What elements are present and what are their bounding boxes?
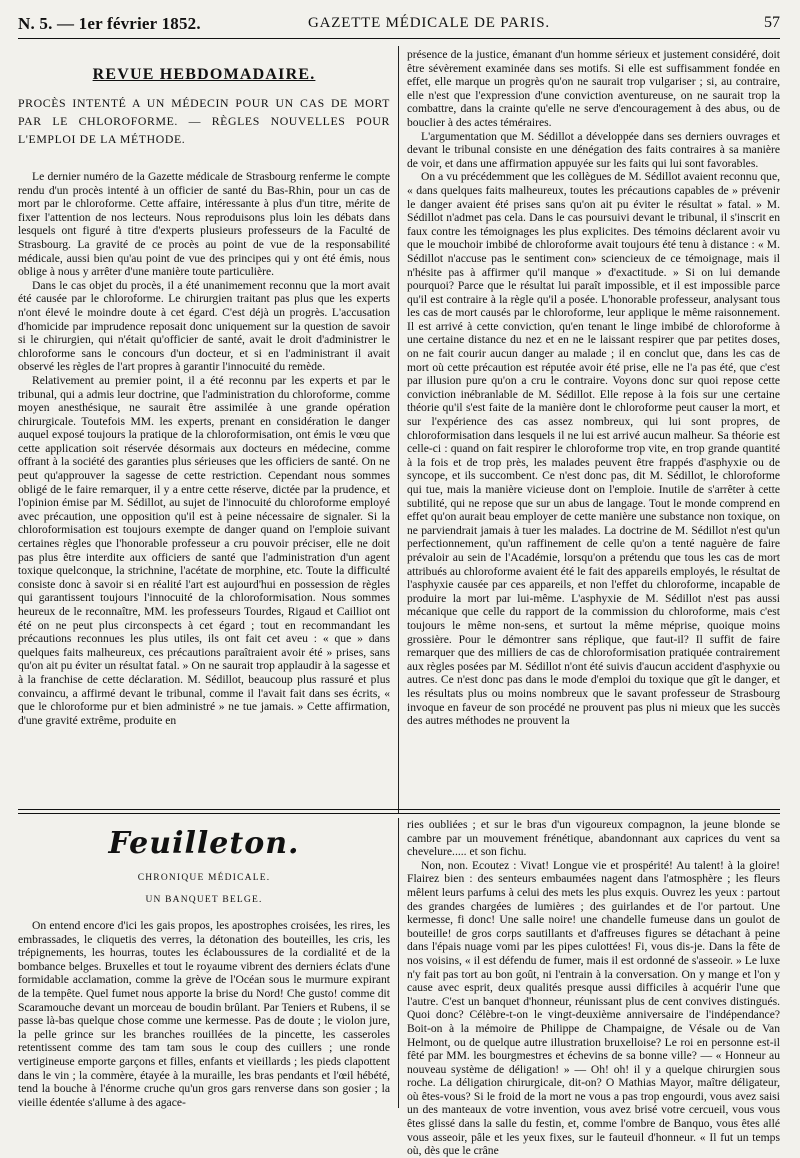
column-divider-lower bbox=[398, 818, 399, 1108]
paragraph: On a vu précédemment que les collègues de M. Sédillot avaient reconnu que, « dans quelques faits malheureux, toutes les précautions capables de » prévenir le danger avaient été prises sans qu'on ait pu éviter le résultat » fatal. » M. Sédillot n'admet pas cela. Dans le cas poursuivi devant le tribunal, il s'inscrit en faux contre les témoignages les plus explicites. Des témoins déclarent avoir vu que le mouchoir imbibé de chloroforme avait toujours été tenu à distance : « M. Sédillot n'accuse pas le sentiment con» sciencieux de ce témoignage, mais il n'hésite pas à affirmer qu'il manque » d'exactitude. » Si on lui demande pourquoi? Parce que le résultat lui paraît impossible, et il est impossible parce qu'il est contraire à la règle qu'il a posée. L'honorable professeur, analysant tous les cas de mort causés par le chloroforme, leur applique le même raisonnement. Il est arrivé à cette conviction, qu'en tenant le linge imbibé de chloroforme à une certaine distance du nez et en ne le laissant respirer que par petites doses, on ne fait courir aucun danger au malade ; il en conclut que, dans les cas de mort où cette précaution est réputée avoir été prise, elle ne l'a pas été, que c'est par illusion pure qu'on a cru le contraire. Voyons donc sur quoi repose cette conviction inébranlable de M. Sédillot. Elle repose à la fois sur une certaine théorie qu'il s'est faite de la manière dont le chloroforme peut causer la mort, et sur l'expérience des cas assez nombreux, qui lui sont propres, de chloroformisation dans lesquels il ne lui est arrivé aucun malheur. Sa théorie est celle-ci : quand on fait respirer le chloroforme trop vite, en trop grande quantité à la fois et de trop près, les malades peuvent être frappés d'asphyxie ou de syncope, et ils succombent. Ce n'est donc pas, dit M. Sédillot, le chloroforme qui tue, mais la manière vicieuse dont on l'emploie. Inutile de s'arrêter à cette subtilité, qui ne repose que sur un abus de langage. Tout le monde comprend en effet qu'on aurait beau employer de cette manière une substance non toxique, on ne parviendrait jamais à tuer les malades. La doctrine de M. Sédillot n'est qu'un perfectionnement, qu'un raffinement de celle qu'on a tenté naguère de faire prévaloir au sein de l'Académie, lorsqu'on a prétendu que tous les cas de mort attribués au chloroforme avaient été le fait des appareils employés, le résultat de l'asphyxie causée par ces appareils, et non l'effet du chloroforme, incapable de produire la mort par lui-même. L'asphyxie de M. Sédillot n'est pas aussi mécanique que celle du rapport de la commission du chloroforme, mais c'est toujours le même non-sens, et surtout la même méprise, quoique moins grossière. Pour le démontrer sans réplique, que faut-il? Il suffit de faire remarquer que des milliers de cas de chloroformisation pratiquée contrairement aux règles posées par M. Sédillot n'ont été suivis d'aucun accident d'asphyxie ou autres. Ce n'est donc pas dans le mode d'emploi du toxique que gît le danger, et les résultats plus ou moins nombreux que le savant professeur de Strasbourg invoque en faveur de son procédé ne prouvent pas plus ni mieux que les succès des autres méthodes ne prouvent la bbox=[407, 170, 780, 728]
feuilleton-rule bbox=[18, 809, 780, 810]
banquet-heading: UN BANQUET BELGE. bbox=[145, 895, 263, 905]
feuilleton-column-2 bbox=[407, 818, 780, 1158]
column-divider bbox=[398, 46, 399, 814]
revue-title: REVUE HEBDOMADAIRE. bbox=[92, 66, 316, 83]
paragraph: Dans le cas objet du procès, il a été unanimement reconnu que la mort avait été causée par le chloroforme. Le chirurgien traitant pas plus que les experts n'ont élevé le moindre doute à cet égard. C'est déjà un progrès. L'accusation d'homicide par imprudence reposait donc uniquement sur la question de savoir si le chirurgien, qui n'était qu'officier de santé, avait le droit d'administrer le chloroforme sans le concours d'un docteur, et si en l'administrant il avait observé les règles de l'art propres à garantir l'innocuité du remède. bbox=[18, 278, 390, 374]
revue-subtitle: PROCÈS INTENTÉ A UN MÉDECIN POUR UN CAS DE MORT PAR LE CHLOROFORME. — RÈGLES NOUVELLES POUR L'EMPLOI DE LA MÉTHODE. bbox=[18, 96, 390, 146]
feuilleton-title: Feuilleton. bbox=[108, 826, 300, 861]
issue-date: N. 5. — 1er février 1852. bbox=[18, 14, 201, 33]
paragraph: Relativement au premier point, il a été reconnu par les experts et par le tribunal, qui a admis leur doctrine, que l'administration du chloroforme, comme moyen anesthésique, ne saurait être assimilée à une grande opération chirurgicale. Toutefois MM. les experts, prenant en considération le danger auquel exposé toujours la pratique de la chloroformisation, ont émis le vœu que cette application soit réservée désormais aux docteurs en médecine, comme offrant à la société des garanties plus sérieuses que les officiers de santé. On ne peut qu'approuver la sagesse de cette restriction. Cependant nous sommes obligé de le faire remarquer, il y a entre cette réserve, dictée par la prudence, et l'opinion émise par M. Sédillot, au sujet de l'innocuité du chloroforme employé avec précaution, une opposition qu'il est à peine nécessaire de signaler. Si la chloroformisation est toujours exempte de danger quand on l'emploie suivant certaines règles que l'honorable professeur a cru pouvoir préciser, elle ne doit pas plus être interdite aux officiers de santé que l'administration d'un agent toxique quelconque, la strichnine, l'acétate de morphine, etc. Toute la difficulté consiste donc à savoir si en réalité l'art est aujourd'hui en possession de règles qui garantissent toujours l'innocuité de la chloroformisation. Nous sommes heureux de le reconnaître, MM. les professeurs Tourdes, Rigaud et Cailliot ont été on ne peut plus circonspects à cet égard ; tout en recommandant les précautions reconnues les plus utiles, ils ont fait cet aveu : « que » dans quelques faits malheureux, ces précautions paraîtraient avoir été » prises, sans qu'on ait pu éviter un résultat fatal. » On ne saurait trop applaudir à la sagesse et à la franchise de cette déclaration. M. Sédillot, beaucoup plus rassuré et plus convaincu, a affirmé devant le tribunal, comme il l'avait fait dans ses écrits, « que le chloroforme pur et bien administré » ne tue jamais. » Cette affirmation, d'une gravité extrême, produite en bbox=[18, 373, 390, 727]
paragraph: L'argumentation que M. Sédillot a développée dans ses derniers ouvrages et devant le tribunal consiste en une dénégation des faits contraires à sa manière de voir, et dans une affirmation appuyée sur les faits qui lui sont favorables. bbox=[407, 129, 780, 170]
column-2 bbox=[407, 48, 780, 804]
feuilleton-column-1 bbox=[18, 818, 390, 1108]
paragraph: Le dernier numéro de la Gazette médicale de Strasbourg renferme le compte rendu d'un procès intenté à un officier de santé du Bas-Rhin, pour un cas de mort par le chloroforme. Cette affaire, intéressante à plus d'un titre, mérite de fixer l'attention de nos lecteurs. Nous reproduisons plus loin les débats dans lesquels ont figuré à titre d'experts plusieurs professeurs de la Faculté de Strasbourg. La gravité de ce procès au point de vue de la responsabilité médicale, aussi bien qu'au point de vue des principes qui y ont été émis, nous oblige à nous y arrêter d'une manière toute particulière. bbox=[18, 170, 390, 279]
journal-title: GAZETTE MÉDICALE DE PARIS. bbox=[308, 15, 550, 31]
page-number: 57 bbox=[764, 14, 780, 31]
chronique-heading: CHRONIQUE MÉDICALE. bbox=[137, 873, 271, 883]
paragraph: Non, non. Ecoutez : Vivat! Longue vie et prospérité! Au talent! à la gloire! Flairez bien : des senteurs embaumées nagent dans l'atmosphère ; les fleurs mêlent leurs parfums à celui des mets les plus exquis. Ouvrez les yeux : partout des grandes chargées de lumières ; des guirlandes et de l'or partout. Une kermesse, fi donc! Une salle noire! une chandelle fumeuse dans un goulot de bouteille! de gros corps sautillants et d'affreuses figures se détachant à peine dans l'épais nuage vomi par les pipes culottées! Fi, vous dis-je. Dans la fête de nos voisins, « il est défendu de fumer, mais il est ordonné de s'asseoir. » Le luxe n'y fait pas tort au bon goût, ni l'entrain à la conversation. On y mange et l'on y cause avec esprit, deux qualités presque aussi difficiles à acquérir l'une que l'autre. C'est un banquet d'honneur, réunissant plus de cent convives distingués. Quoi donc? Célèbre-t-on le vingt-deuxième anniversaire de l'indépendance? Boit-on à la mémoire de Philippe de Champaigne, de Vésale ou de Van Helmont, ou de quelque autre illustration bruxelloise? Le roi en personne est-il fêté par MM. les bourgmestres et échevins de sa bonne ville? — « Honneur au nouveau système de déligation! » — Oh! oh! il y a quelque chirurgien sous roche. La déligation chirurgicale, dit-on? O Mathias Mayor, maître déligateur, où êtes-vous? Si le froid de la mort ne vous a pas trop engourdi, vous avez saisi un des manteaux de votre invention, vous avez brisé votre cercueil, vous vous êtes glissé dans la salle du festin, et, comme l'ombre de Banquo, vous êtes allé vous asseoir, pâle et les yeux fixes, sur le fauteuil d'honneur. « Il fut un temps où, dès que le crâne bbox=[407, 858, 780, 1158]
page-header bbox=[18, 14, 780, 39]
paragraph: présence de la justice, émanant d'un homme sérieux et justement considéré, doit être sévèrement examinée dans ses motifs. Si elle est suffisamment fondée en effet, elle marque un progrès qu'on ne saurait trop vulgariser ; si, au contraire, elle n'est que l'expression d'une conviction aventureuse, on ne saurait trop la combattre, dans la crainte qu'elle ne serve d'encouragement à des abus, ou de bouclier à des actes téméraires. bbox=[407, 48, 780, 129]
paragraph: On entend encore d'ici les gais propos, les apostrophes croisées, les rires, les embrassades, le cliquetis des verres, la détonation des bouteilles, les cris, les trépignements, les hourras, toutes les éclaboussures de la cordialité et de la bombance belges. Bruxelles et tout le royaume vibrent des derniers éclats d'une formidable acclamation, comme la grève de l'Océan sous le murmure expirant de la tempête. Quel fumet nous apporte la brise du Nord! Che gusto! comme dit Scaramouche devant un morceau de boudin brûlant. Par Teniers et Rubens, il se passe là-bas quelque chose comme une kermesse. Pas de doute ; le violon jure, la pelle grince sur les branches rouillées de la pincette, les casseroles retentissent comme des tam tam sous le coup des cuillers ; une ronde vertigineuse emporte garçons et filles, enfants et vieillards ; les pieds clapottent dans le vin ; la commère, étayée à la muraille, les bras pendants et l'œil hébété, tend la bouche à l'énorme cruche qu'un gros gars renverse dans son gosier ; la vieille édentée s'allume à des agace- bbox=[18, 919, 390, 1109]
feuilleton-rule-thin bbox=[18, 813, 780, 814]
paragraph: ries oubliées ; et sur le bras d'un vigoureux compagnon, la jeune blonde se cambre par un mouvement frénétique, abandonnant aux caprices du vent sa chevelure..... et son fichu. bbox=[407, 818, 780, 859]
column-1 bbox=[18, 48, 390, 804]
